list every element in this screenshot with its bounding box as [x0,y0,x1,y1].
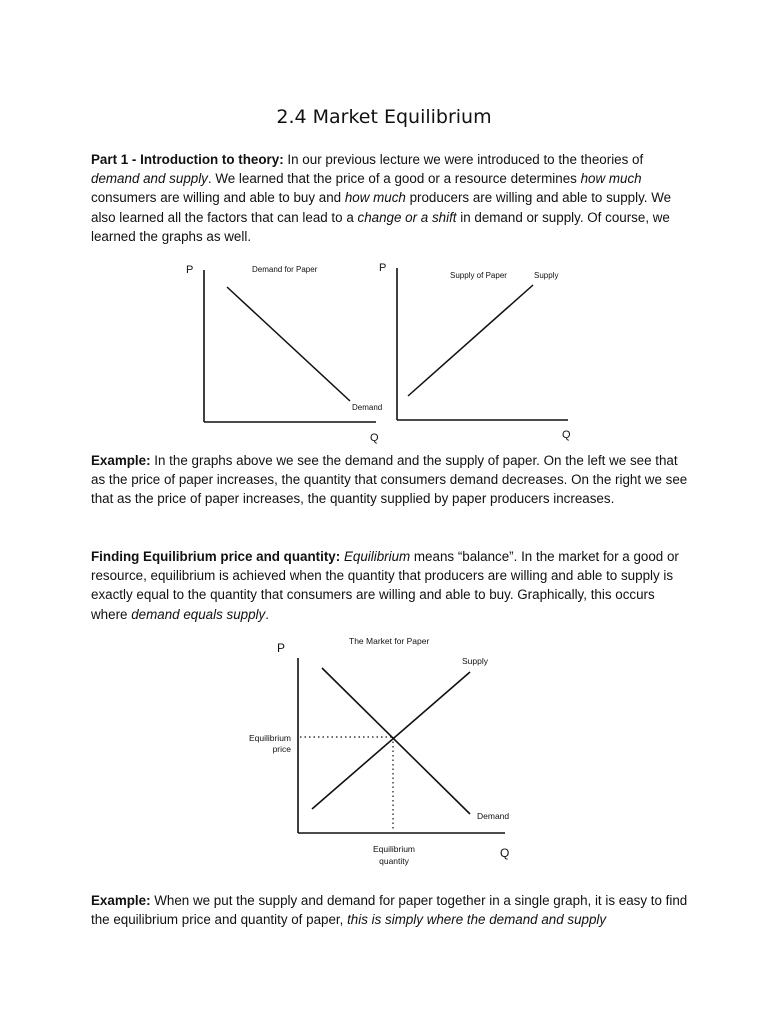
equilibrium-heading: Finding Equilibrium price and quantity: [91,549,341,564]
market-axis-p: P [277,641,286,655]
equilibrium-quantity-label: quantity [379,856,409,866]
part1-text: . We learned that the price of a good or a resource determines [207,171,581,187]
equilibrium-emphasis: Equilibrium [343,549,411,564]
supply-axis-q: Q [562,429,571,441]
equilibrium-emphasis: demand equals supply [131,606,266,622]
equilibrium-price-label: Equilibrium [248,733,291,743]
example2-paragraph [91,891,691,929]
demand-axis-p: P [186,264,194,276]
example2-heading: Example: [91,893,151,908]
part1-text: In our previous lecture we were introduced to the theories of [283,152,644,167]
market-axis-q: Q [500,846,510,860]
part1-emphasis: change or a shift [357,209,457,225]
part1-text: in demand or supply. Of course, we learned the graphs as well. [91,209,670,244]
supply-curve-label: Supply [534,271,559,280]
market-demand-curve [322,668,470,814]
part1-text: consumers are willing and able to buy and [91,190,345,206]
equilibrium-quantity-label: Equilibrium [372,844,416,854]
market-graph [230,630,530,875]
demand-curve-label: Demand [352,403,383,412]
demand-graph-title: Demand for Paper [252,265,318,274]
example1-text: In the graphs above we see the demand and the supply of paper. On the left we see that as the price of paper increases, the quantity that consumers demand decreases. On the right we see that as the price of paper increases, the quantity supplied by paper producers increases. [91,453,688,507]
part1-text: producers are willing and able to supply. We also learned all the factors that can lead to a [91,190,672,225]
demand-curve [227,287,350,401]
equilibrium-paragraph [91,547,691,624]
example1-paragraph [91,451,691,509]
equilibrium-text: . [265,606,269,622]
page-title: 2.4 Market Equilibrium [276,106,492,128]
market-demand-label: Demand [477,811,510,821]
example1-heading: Example: [91,453,151,468]
part1-emphasis: demand and supply [91,171,208,187]
supply-curve [408,285,533,396]
market-supply-label: Supply [462,656,488,666]
example2-emphasis: this is simply where the demand and supply [347,912,607,928]
part1-emphasis: how much [344,190,406,206]
demand-graph [170,258,390,448]
market-graph-title: The Market for Paper [349,636,430,646]
equilibrium-text: means “balance”. In the market for a good or resource, equilibrium is achieved when the quantity that producers are willing and able to supply is exactly equal to the quantity that consumers are willing and able to buy. Graphically, this occurs where [91,549,679,622]
part1-heading: Part 1 - Introduction to theory: [91,152,284,167]
equilibrium-price-label: price [272,744,291,754]
part1-emphasis: how much [580,171,642,187]
example2-text: When we put the supply and demand for paper together in a single graph, it is easy to find the equilibrium price and quantity of paper, [91,893,688,928]
supply-graph [370,258,590,448]
supply-axis-p: P [379,262,387,274]
demand-axis-q: Q [370,432,379,444]
part1-paragraph [91,150,691,246]
supply-graph-title: Supply of Paper [450,271,507,280]
market-supply-curve [312,672,470,809]
